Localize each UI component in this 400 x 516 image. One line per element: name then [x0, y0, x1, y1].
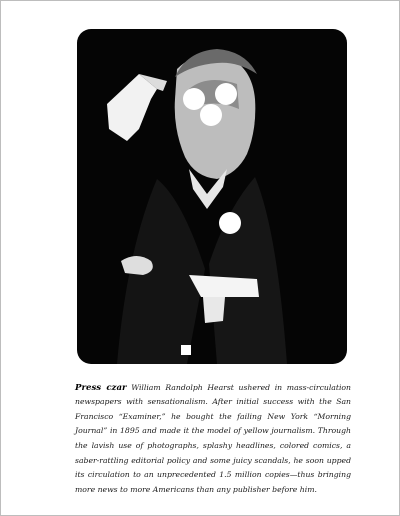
raised-hand [107, 74, 157, 141]
photo-caption [75, 381, 351, 498]
jacket-right [209, 177, 287, 364]
caption-lead: Press czar [75, 382, 127, 393]
portrait-photo-drawing [77, 29, 347, 364]
white-circle [215, 83, 237, 105]
white-circle [200, 104, 222, 126]
white-circle [183, 88, 205, 110]
cuff-fold [203, 297, 225, 323]
caption-text: William Randolph Hearst ushered in mass-circulation newspapers with sensationalism. After initial success with the San Francisco “Examiner,” he bought the failing New York “Morning Journal” in 1895 and made it the model of yellow journalism. Through the lavish use of photographs, splashy headlines, colored comics, a saber-rattling editorial policy and some juicy scandals, he soon upped its circulation to an unprecedented 1.5 million copies—thus bringing more news to more Americans than any publisher before him. [75, 382, 352, 494]
portrait-photo [77, 29, 347, 364]
photo-mark [181, 345, 191, 355]
white-circle [219, 212, 241, 234]
